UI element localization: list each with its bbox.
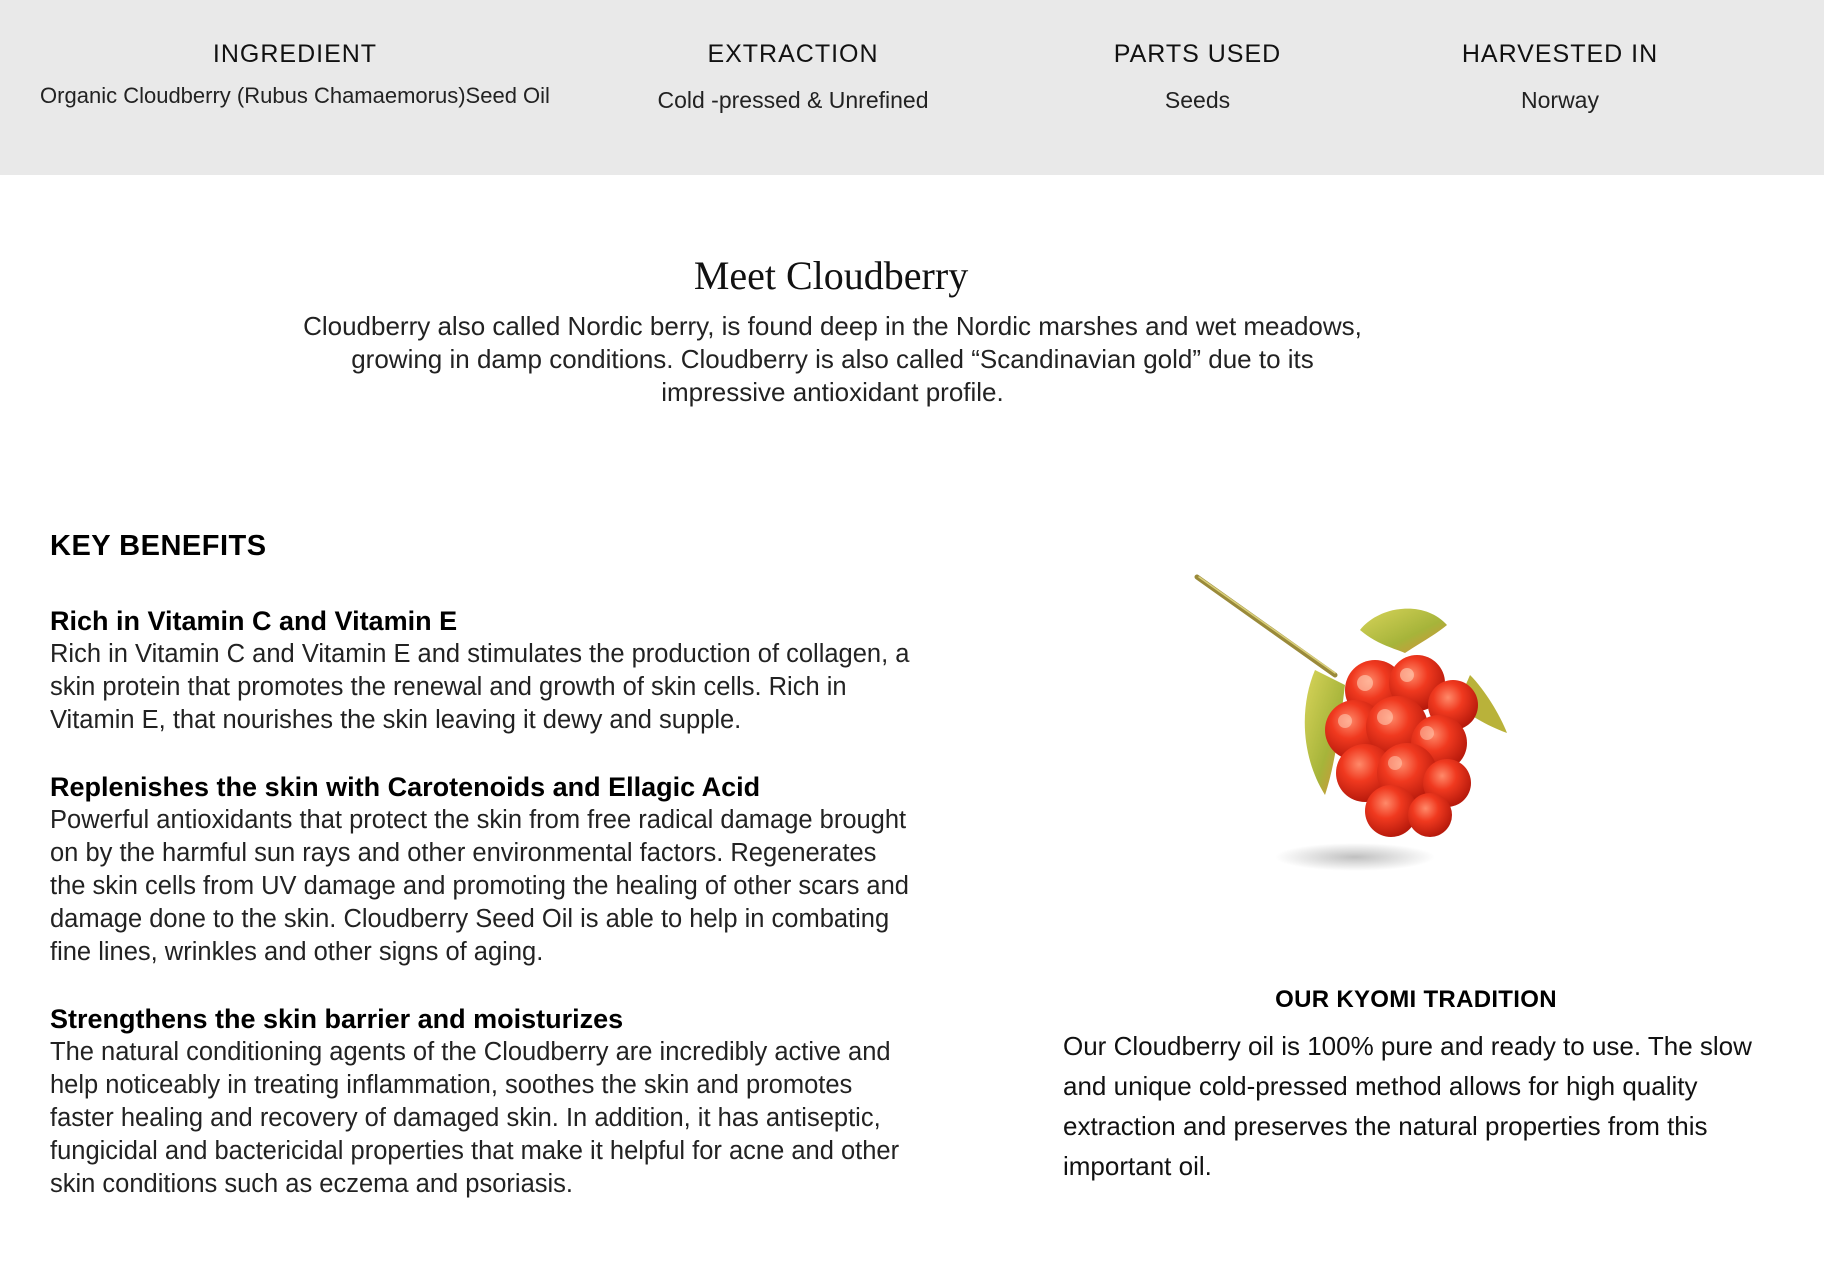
spec-value: Organic Cloudberry (Rubus Chamaemorus)Seed Oil: [40, 83, 550, 108]
benefit-title: Replenishes the skin with Carotenoids and Ellagic Acid: [50, 772, 761, 802]
spec-extraction: [600, 40, 986, 114]
benefit-item: [50, 604, 910, 737]
benefit-text: Rich in Vitamin C and Vitamin E and stimulates the production of collagen, a skin protein that promotes the renewal and growth of skin cells. Rich in Vitamin E, that nourishes the skin leaving it dewy and supple.: [50, 640, 910, 734]
spec-label: INGREDIENT: [212, 40, 378, 68]
benefit-text: Powerful antioxidants that protect the skin from free radical damage brought on by the harmful sun rays and other environmental factors. Regenerates the skin cells from UV damage and promoting the healing of other scars and damage done to the skin. Cloudberry Seed Oil is able to help in combating fine lines, wrinkles and other signs of aging.: [50, 806, 909, 966]
berry-shadow: [1275, 843, 1435, 871]
spec-value: Seeds: [1164, 87, 1231, 113]
cloudberry-illustration: [1185, 565, 1565, 885]
benefit-title: Rich in Vitamin C and Vitamin E: [50, 606, 458, 636]
benefit-item: [50, 1002, 910, 1201]
spec-ingredient: [30, 40, 560, 109]
benefit-text: The natural conditioning agents of the Cloudberry are incredibly active and help noticeably in treating inflammation, soothes the skin and promotes faster healing and recovery of damaged skin. In addition, it has antiseptic, fungicidal and bactericidal properties that make it helpful for acne and other skin conditions such as eczema and psoriasis.: [50, 1038, 900, 1198]
cloudberry-image: [1185, 565, 1565, 885]
spec-harvested-in: [1420, 40, 1700, 114]
spec-label: EXTRACTION: [707, 40, 879, 68]
berry-sepal: [1360, 609, 1447, 653]
berry-stem: [1197, 577, 1335, 675]
intro-title: Meet Cloudberry: [693, 253, 969, 298]
tradition-title: OUR KYOMI TRADITION: [1275, 986, 1557, 1013]
key-benefits-heading: KEY BENEFITS: [50, 530, 267, 562]
tradition-text: Our Cloudberry oil is 100% pure and ready to use. The slow and unique cold-pressed method allows for high quality extraction and preserves the natural properties from this important oil.: [1063, 1031, 1752, 1181]
spec-parts-used: [1080, 40, 1315, 114]
spec-value: Norway: [1521, 87, 1599, 113]
intro-text: Cloudberry also called Nordic berry, is found deep in the Nordic marshes and wet meadows, growing in damp conditions. Cloudberry is also called “Scandinavian gold” due to its impressive antioxidant profile.: [303, 311, 1362, 407]
ingredient-info-band: [0, 0, 1824, 175]
spec-value: Cold -pressed & Unrefined: [657, 87, 929, 113]
benefit-title: Strengthens the skin barrier and moisturizes: [50, 1004, 624, 1034]
spec-label: HARVESTED IN: [1461, 40, 1659, 68]
spec-label: PARTS USED: [1113, 40, 1282, 68]
berry-fruit: [1325, 655, 1478, 837]
benefit-item: [50, 770, 910, 969]
